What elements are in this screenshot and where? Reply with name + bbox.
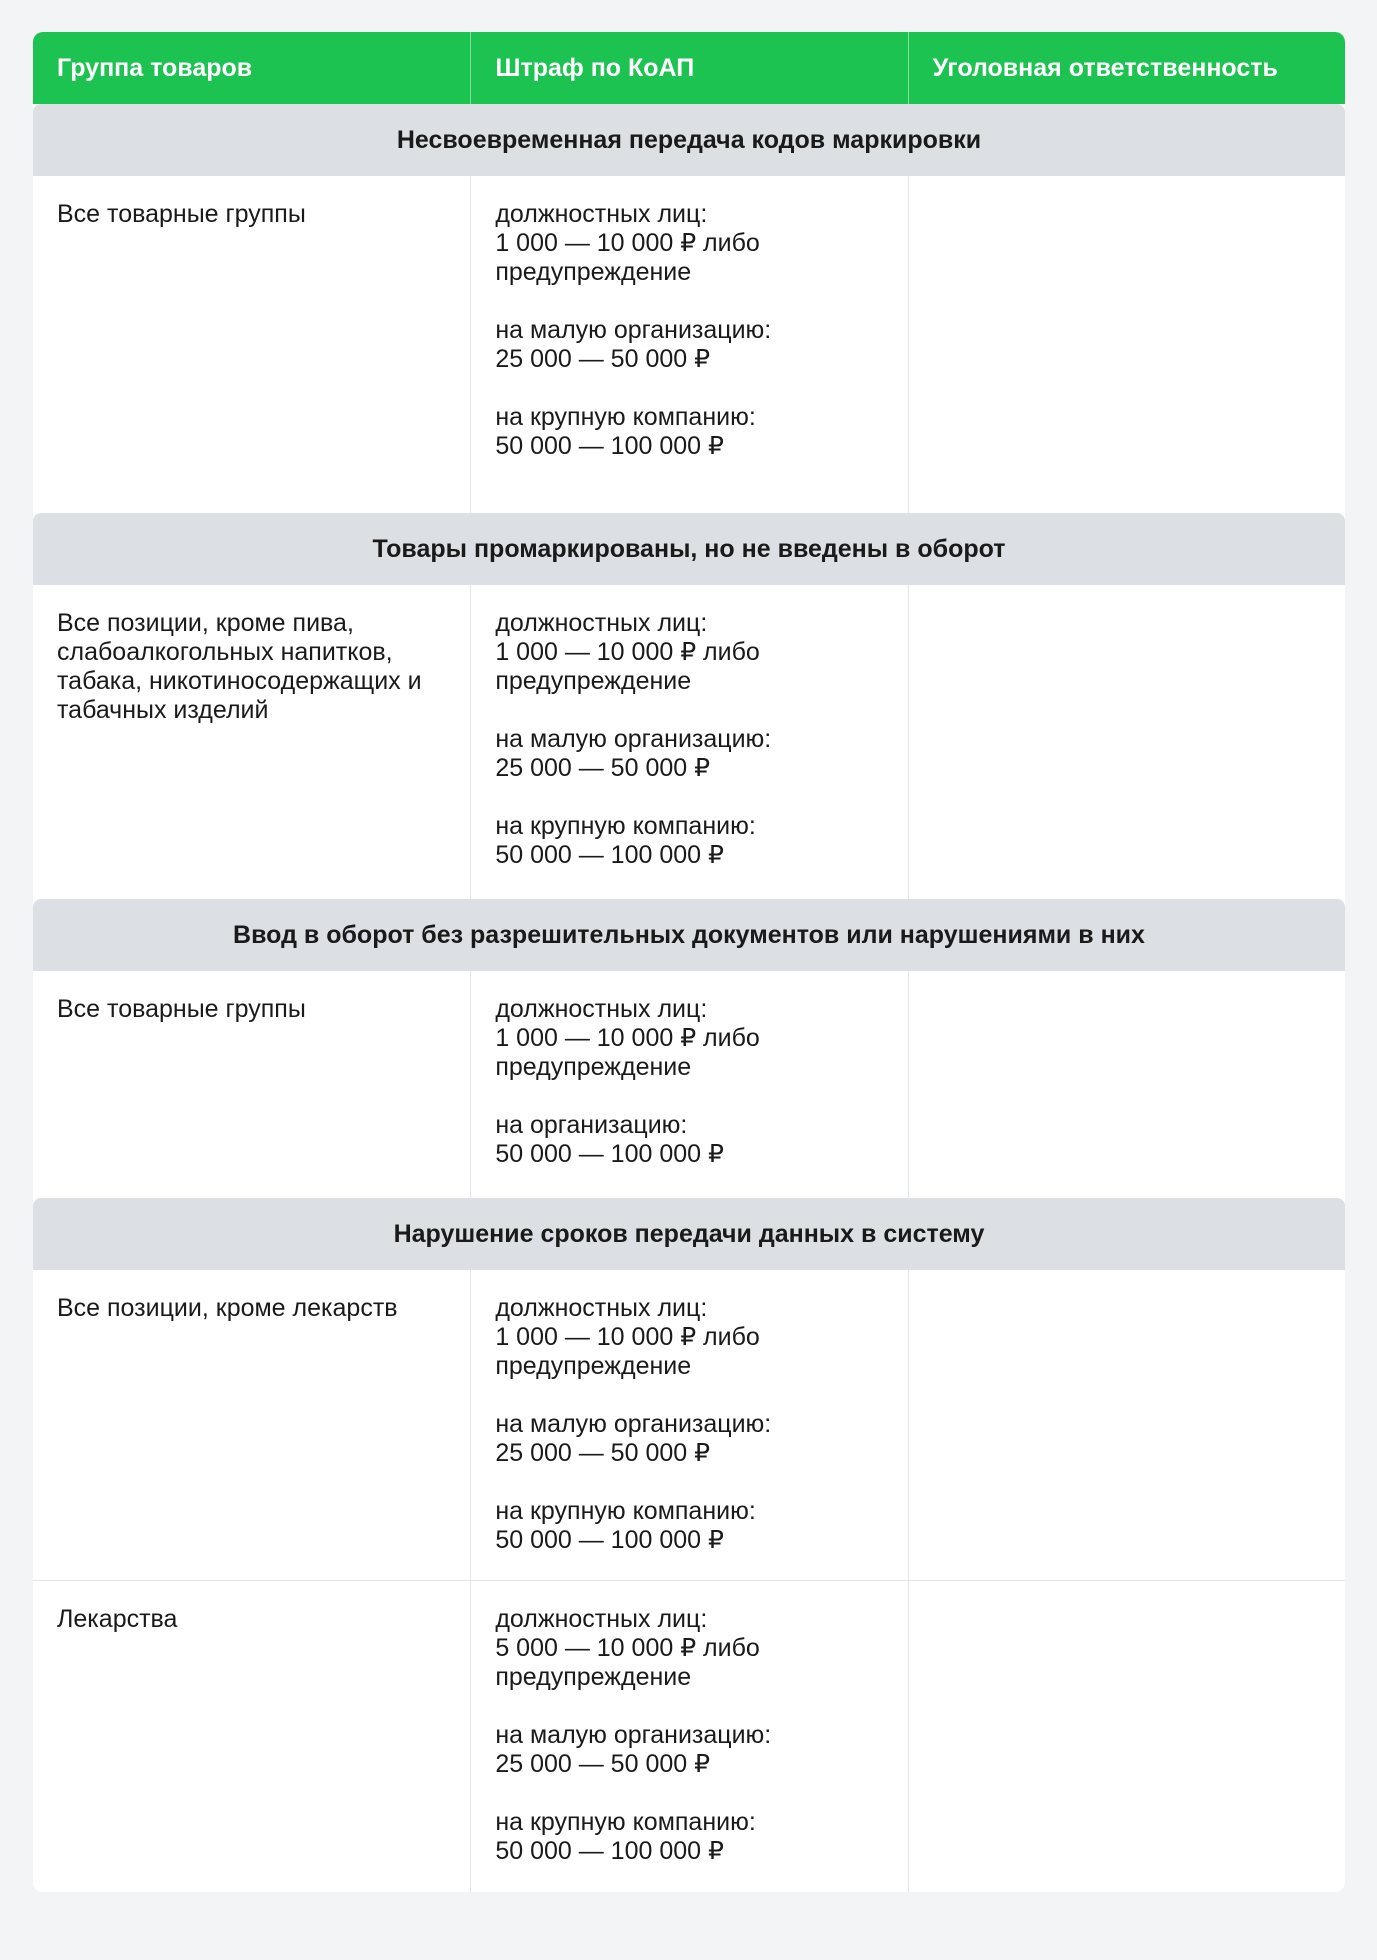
table-row [33,176,1345,513]
section-title: Ввод в оборот без разрешительных документов или нарушениями в них [33,899,1345,971]
fine-amount: 1 000 — 10 000 ₽ либо [495,638,760,666]
fine-amount: 25 000 — 50 000 ₽ [495,345,711,373]
fine-item [495,1721,883,1779]
fine-item [495,995,883,1082]
fine-extra: предупреждение [495,667,692,695]
criminal-cell [908,1270,1345,1580]
fine-subject: на крупную компанию: [495,1808,756,1836]
fine-subject: на организацию: [495,1111,688,1139]
fine-subject: должностных лиц: [495,1605,708,1633]
fine-item [495,1294,883,1381]
fine-subject: на малую организацию: [495,1410,772,1438]
fine-extra: предупреждение [495,258,692,286]
table-header [33,32,1345,104]
fine-amount: 1 000 — 10 000 ₽ либо [495,229,760,257]
header-criminal-liability: Уголовная ответственность [908,32,1345,104]
fine-item [495,1111,883,1169]
header-administrative-fine: Штраф по КоАП [470,32,907,104]
fine-cell [470,176,907,513]
fine-item [495,1808,883,1866]
fine-amount: 1 000 — 10 000 ₽ либо [495,1024,760,1052]
fine-cell [470,1270,907,1580]
fine-item [495,403,883,461]
fine-amount: 25 000 — 50 000 ₽ [495,754,711,782]
table-row [33,1580,1345,1892]
fine-cell [470,971,907,1198]
fine-subject: должностных лиц: [495,609,708,637]
fine-subject: должностных лиц: [495,1294,708,1322]
header-goods-group: Группа товаров [57,53,253,82]
fine-amount: 50 000 — 100 000 ₽ [495,841,724,869]
fine-item [495,1605,883,1692]
fine-amount: 1 000 — 10 000 ₽ либо [495,1323,760,1351]
section-title: Нарушение сроков передачи данных в систему [33,1198,1345,1270]
table-row [33,1270,1345,1580]
fine-amount: 50 000 — 100 000 ₽ [495,1526,724,1554]
fine-extra: предупреждение [495,1352,692,1380]
table-row [33,585,1345,899]
fine-subject: на малую организацию: [495,1721,772,1749]
goods-group-cell: Лекарства [57,1605,178,1633]
fine-item [495,1410,883,1468]
fine-item [495,1497,883,1555]
criminal-cell [908,971,1345,1198]
goods-group-cell: Все товарные группы [57,200,306,228]
goods-group-cell: Все позиции, кроме пива, слабоалкогольных напитков, табака, никотиносодержащих и табачных изделий [57,609,422,724]
table-row [33,971,1345,1198]
criminal-cell [908,176,1345,513]
fine-subject: на крупную компанию: [495,1497,756,1525]
fine-amount: 5 000 — 10 000 ₽ либо [495,1634,760,1662]
section-title: Товары промаркированы, но не введены в оборот [33,513,1345,585]
section-title: Несвоевременная передача кодов маркировки [33,104,1345,176]
fine-amount: 25 000 — 50 000 ₽ [495,1439,711,1467]
fine-item [495,725,883,783]
fine-subject: должностных лиц: [495,200,708,228]
fine-amount: 50 000 — 100 000 ₽ [495,1837,724,1865]
fine-amount: 50 000 — 100 000 ₽ [495,432,724,460]
fine-amount: 50 000 — 100 000 ₽ [495,1140,724,1168]
fine-subject: на крупную компанию: [495,403,756,431]
fine-cell [470,585,907,899]
fine-extra: предупреждение [495,1663,692,1691]
fine-amount: 25 000 — 50 000 ₽ [495,1750,711,1778]
goods-group-cell: Все товарные группы [57,995,306,1023]
fine-item [495,609,883,696]
fine-subject: на малую организацию: [495,725,772,753]
fine-subject: на крупную компанию: [495,812,756,840]
goods-group-cell: Все позиции, кроме лекарств [57,1294,398,1322]
criminal-cell [908,585,1345,899]
fine-item [495,316,883,374]
fine-item [495,200,883,287]
criminal-cell [908,1581,1345,1892]
fine-subject: должностных лиц: [495,995,708,1023]
fine-cell [470,1581,907,1892]
fine-subject: на малую организацию: [495,316,772,344]
fine-extra: предупреждение [495,1053,692,1081]
fine-item [495,812,883,870]
fines-table [33,32,1345,1892]
